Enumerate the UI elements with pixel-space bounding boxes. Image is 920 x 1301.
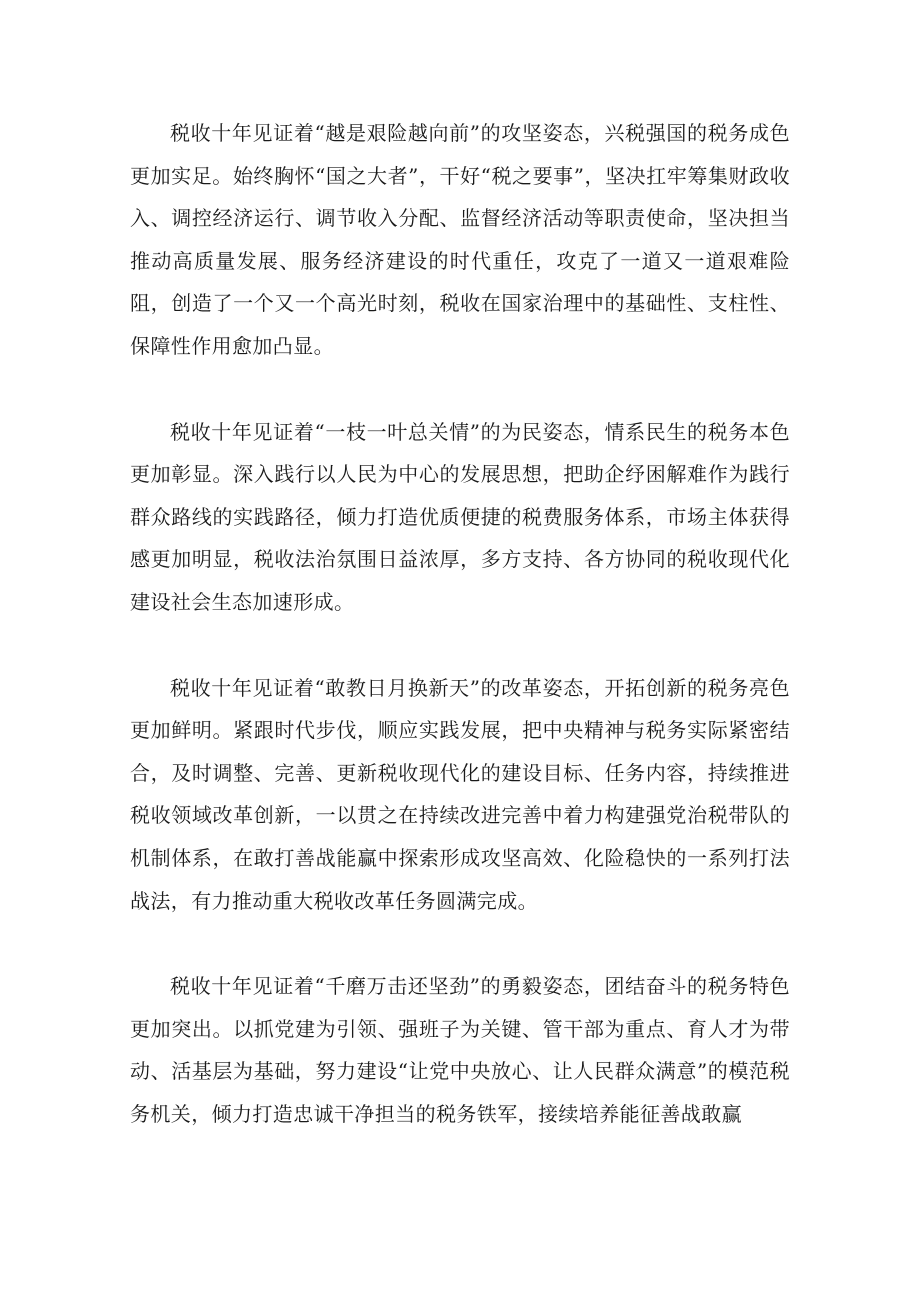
document-body [130,112,790,1178]
paragraph-tax-reform-spirit: 税收十年见证着“敢教日月换新天”的改革姿态，开拓创新的税务亮色更加鲜明。紧跟时代步伐，顺应实践发展，把中央精神与税务实际紧密结合，及时调整、完善、更新税收现代化的建设目标、任务内容，持续推进税收领域改革创新，一以贯之在持续改进完善中着力构建强党治税带队的机制体系，在敢打善战能赢中探索形成攻坚高效、化险稳快的一系列打法战法，有力推动重大税收改革任务圆满完成。 [130,675,790,913]
paragraph-tax-resolute-spirit: 税收十年见证着“千磨万击还坚劲”的勇毅姿态，团结奋斗的税务特色更加突出。以抓党建为引领、强班子为关键、管干部为重点、育人才为带动、活基层为基础，努力建设“让党中央放心、让人民群众满意”的模范税务机关，倾力打造忠诚干净担当的税务铁军，接续培养能征善战敢赢 [130,974,790,1126]
paragraph-tax-tough-spirit: 税收十年见证着“越是艰险越向前”的攻坚姿态，兴税强国的税务成色更加实足。始终胸怀“国之大者”，干好“税之要事”，坚决扛牢筹集财政收入、调控经济运行、调节收入分配、监督经济活动等职责使命，坚决担当推动高质量发展、服务经济建设的时代重任，攻克了一道又一道艰难险阻，创造了一个又一个高光时刻，税收在国家治理中的基础性、支柱性、保障性作用愈加凸显。 [130,121,790,358]
paragraph-tax-people-spirit: 税收十年见证着“一枝一叶总关情”的为民姿态，情系民生的税务本色更加彰显。深入践行以人民为中心的发展思想，把助企纾困解难作为践行群众路线的实践路径，倾力打造优质便捷的税费服务体系，市场主体获得感更加明显，税收法治氛围日益浓厚，多方支持、各方协同的税收现代化建设社会生态加速形成。 [130,419,790,614]
